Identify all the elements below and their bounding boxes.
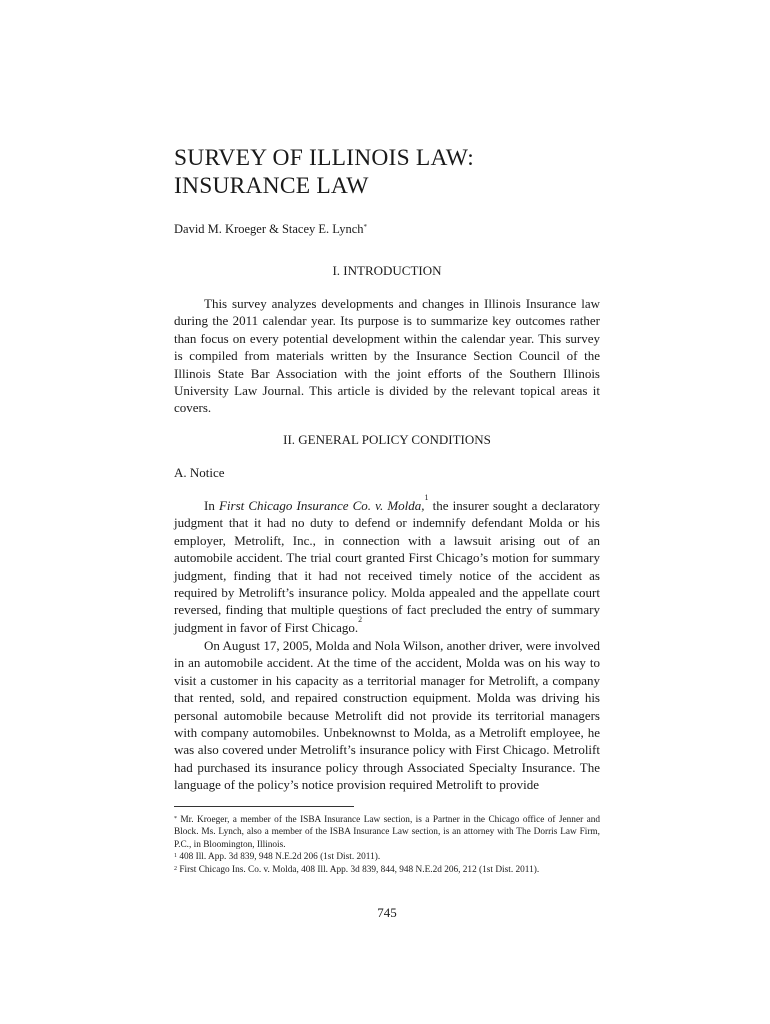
- paragraph-text: the insurer sought a declaratory judgment that it had no duty to defend or indemnify defendant Molda or his employer, Metrolift, Inc., in connection with a lawsuit arising out of an automobile accident. The trial court granted First Chicago’s motion for summary judgment, finding that it had not received timely notice of the accident as required by Metrolift’s insurance policy. Molda appealed and the appellate court reversed, finding that multiple questions of fact precluded the entry of summary judgment in favor of First Chicago.: [174, 498, 600, 635]
- footnote-author-note: [174, 814, 600, 851]
- body-paragraph-first-chicago: [174, 493, 600, 636]
- page-number: 745: [377, 905, 397, 920]
- footnote-1-text: 408 Ill. App. 3d 839, 948 N.E.2d 206 (1st Dist. 2011).: [177, 852, 381, 863]
- author-names: David M. Kroeger & Stacey E. Lynch: [174, 222, 364, 236]
- footnote-1-marker: 1: [174, 853, 177, 860]
- footnote-author-text: Mr. Kroeger, a member of the ISBA Insurance Law section, is a Partner in the Chicago office of Jenner and Block. Ms. Lynch, also a member of the ISBA Insurance Law section, is an attorney with The Dorris Law Firm, P.C., in Bloomington, Illinois.: [174, 815, 600, 850]
- footnote-marker-1: 1: [424, 493, 429, 502]
- subsection-heading-notice: A. Notice: [174, 465, 225, 480]
- section-heading-introduction: I. INTRODUCTION: [332, 263, 442, 278]
- footnote-2: [174, 864, 600, 876]
- article-authors: [174, 221, 367, 237]
- footnote-2-marker: 2: [174, 865, 177, 872]
- body-paragraph-accident-facts: On August 17, 2005, Molda and Nola Wilson, another driver, were involved in an automobile accident. At the time of the accident, Molda was on his way to visit a customer in his capacity as a territorial manager for Metrolift, a company that rented, sold, and repaired construction equipment. Molda was driving his personal automobile because Metrolift did not provide its territorial managers with company automobiles. Unbeknownst to Molda, as a Metrolift employee, he was also covered under Metrolift’s insurance policy with First Chicago. Metrolift had purchased its insurance policy through Associated Specialty Insurance. The language of the policy’s notice provision required Metrolift to provide: [174, 638, 600, 793]
- footnote-divider: [174, 806, 354, 807]
- footnote-star-marker: *: [174, 816, 177, 822]
- footnotes-block: [174, 814, 600, 876]
- paragraph-lead-in: In: [204, 498, 219, 513]
- article-title: SURVEY OF ILLINOIS LAW: INSURANCE LAW: [174, 145, 475, 199]
- section-heading-general-policy-conditions: II. GENERAL POLICY CONDITIONS: [283, 432, 491, 447]
- case-name: First Chicago Insurance Co. v. Molda,: [218, 498, 425, 513]
- author-footnote-marker: *: [363, 223, 368, 231]
- footnote-marker-2: 2: [358, 614, 363, 624]
- introduction-paragraph: This survey analyzes developments and changes in Illinois Insurance law during the 2011 calendar year. Its purpose is to summarize key outcomes rather than focus on every potential development within the calendar year. This survey is compiled from materials written by the Insurance Section Council of the Illinois State Bar Association with the joint efforts of the Southern Illinois University Law Journal. This article is divided by the relevant topical areas it covers.: [174, 296, 600, 416]
- footnote-2-text: First Chicago Ins. Co. v. Molda, 408 Ill. App. 3d 839, 844, 948 N.E.2d 206, 212 (1st Dist. 2011).: [177, 864, 540, 875]
- footnote-1: [174, 851, 600, 863]
